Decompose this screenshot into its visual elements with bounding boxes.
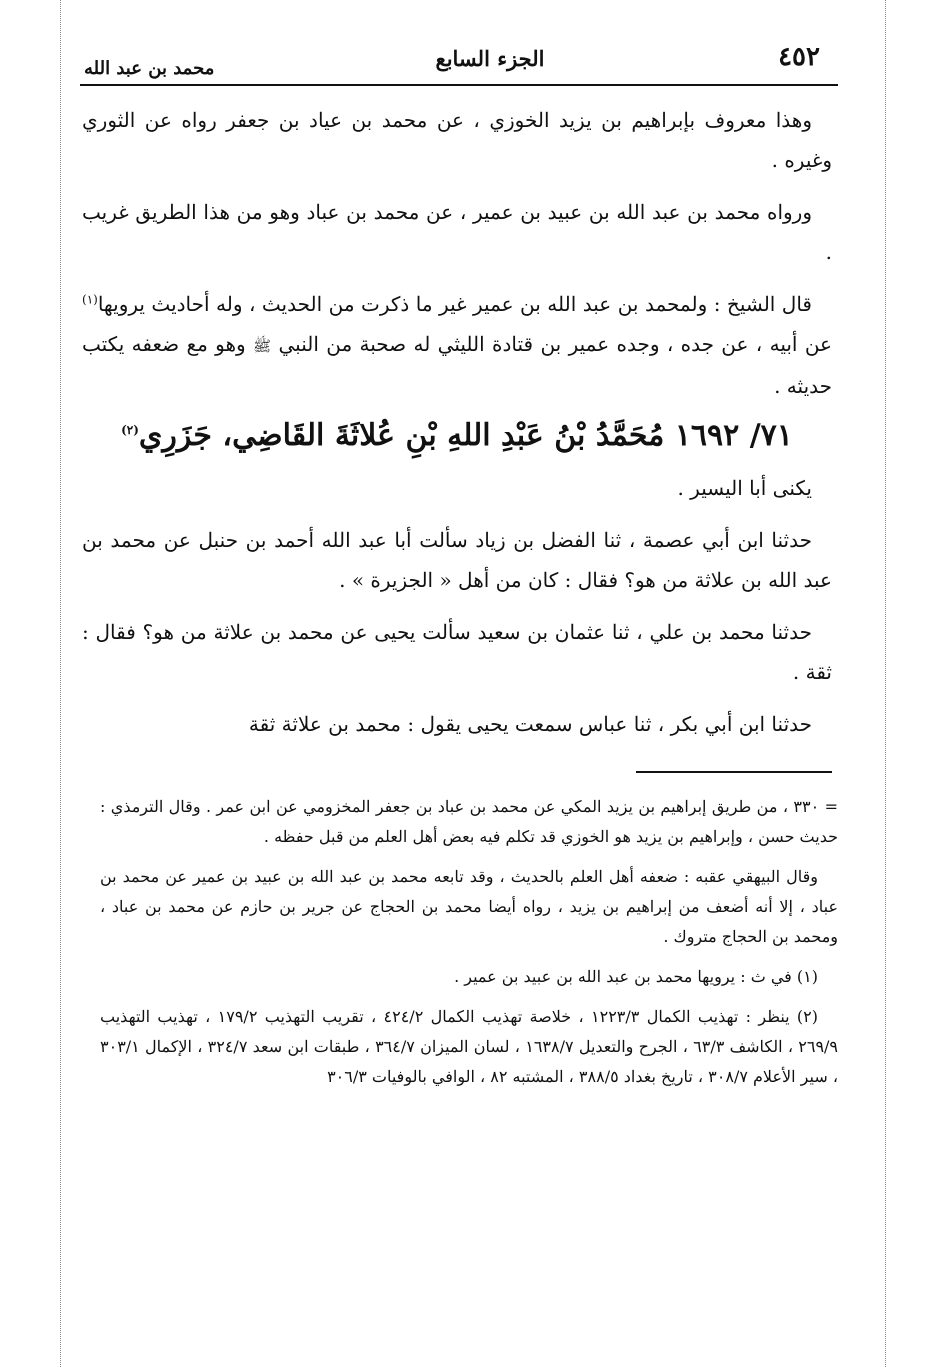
page-header [80, 40, 838, 86]
paragraph: حدثنا ابن أبي بكر ، ثنا عباس سمعت يحيى يقول : محمد بن علاثة ثقة [248, 712, 812, 736]
paragraph: يكنى أبا اليسير . [677, 476, 812, 500]
biography-heading [82, 410, 832, 462]
page-number: ٤٥٢ [778, 42, 820, 72]
running-title: محمد بن عبد الله [84, 58, 215, 79]
scan-margin-line-right [885, 0, 886, 1367]
paragraph: حدثنا ابن أبي عصمة ، ثنا الفضل بن زياد سألت أبا عبد الله أحمد بن حنبل عن محمد بن عبد الله بن علاثة من هو؟ فقال : كان من أهل « الجزيرة » . [82, 528, 832, 592]
heading-text: ٧١/ ١٦٩٢ مُحَمَّدُ بْنُ عَبْدِ اللهِ بْنِ عُلاثَةَ القَاضِي، جَزَرِي [138, 418, 793, 453]
volume-title: الجزء السابع [435, 46, 545, 71]
paragraph: ورواه محمد بن عبد الله بن عبيد بن عمير ، عن محمد بن عباد وهو من هذا الطريق غريب . [82, 200, 832, 264]
paragraph-text: عن أبيه ، عن جده ، وجده عمير بن قتادة الليثي له صحبة من النبي [271, 332, 832, 356]
paragraph: حدثنا محمد بن علي ، ثنا عثمان بن سعيد سألت يحيى عن محمد بن علاثة من هو؟ فقال : ثقة . [82, 620, 832, 684]
footnote: وقال البيهقي عقبه : ضعفه أهل العلم بالحديث ، وقد تابعه محمد بن عبد الله بن عبيد بن عمير عن محمد بن عباد ، إلا أنه أضعف من إبراهيم بن يزيد ، رواه أيضا محمد بن الحجاج عن جرير بن حازم عن محمد بن عباد ، ومحمد بن الحجاج متروك . [100, 867, 838, 946]
footnote-rule [636, 771, 832, 773]
footnote-ref: (٢) [121, 423, 139, 437]
footnote: (٢) ينظر : تهذيب الكمال ١٢٢٣/٣ ، خلاصة تهذيب الكمال ٤٢٤/٢ ، تقريب التهذيب ١٧٩/٢ ، تهذيب التهذيب ٢٦٩/٩ ، الكاشف ٦٣/٣ ، الجرح والتعديل ١٦٣٨/٧ ، لسان الميزان ٣٦٤/٧ ، طبقات ابن سعد ٣٢٤/٧ ، الإكمال ٣٠٣/١ ، سير الأعلام ٣٠٨/٧ ، تاريخ بغداد ٣٨٨/٥ ، المشتبه ٨٢ ، الوافي بالوفيات ٣٠٦/٣ [100, 1007, 839, 1086]
paragraph [82, 284, 832, 406]
paragraph-text: قال الشيخ : ولمحمد بن عبد الله بن عمير غير ما ذكرت من الحديث ، وله أحاديث يرويها [97, 292, 812, 316]
footnote: = ٣٣٠ ، من طريق إبراهيم بن يزيد المكي عن محمد بن عباد بن جعفر المخزومي عن ابن عمر . وقال الترمذي : حديث حسن ، وإبراهيم بن يزيد هو الخوزي قد تكلم فيه بعض أهل العلم من قبل حفظه . [100, 797, 838, 846]
footnotes [100, 792, 838, 1102]
scan-margin-line-left [60, 0, 61, 1367]
paragraph-text: وهو مع ضعفه يكتب حديثه . [82, 332, 832, 398]
salutation-glyph: ﷺ [253, 337, 272, 355]
header-rule [80, 84, 838, 86]
footnote: (١) في ث : يرويها محمد بن عبد الله بن عبيد بن عمير . [454, 967, 818, 986]
footnote-ref: (١) [82, 292, 98, 307]
paragraph: وهذا معروف بإبراهيم بن يزيد الخوزي ، عن محمد بن عياد بن جعفر رواه عن الثوري وغيره . [82, 108, 832, 172]
main-text [82, 100, 832, 756]
